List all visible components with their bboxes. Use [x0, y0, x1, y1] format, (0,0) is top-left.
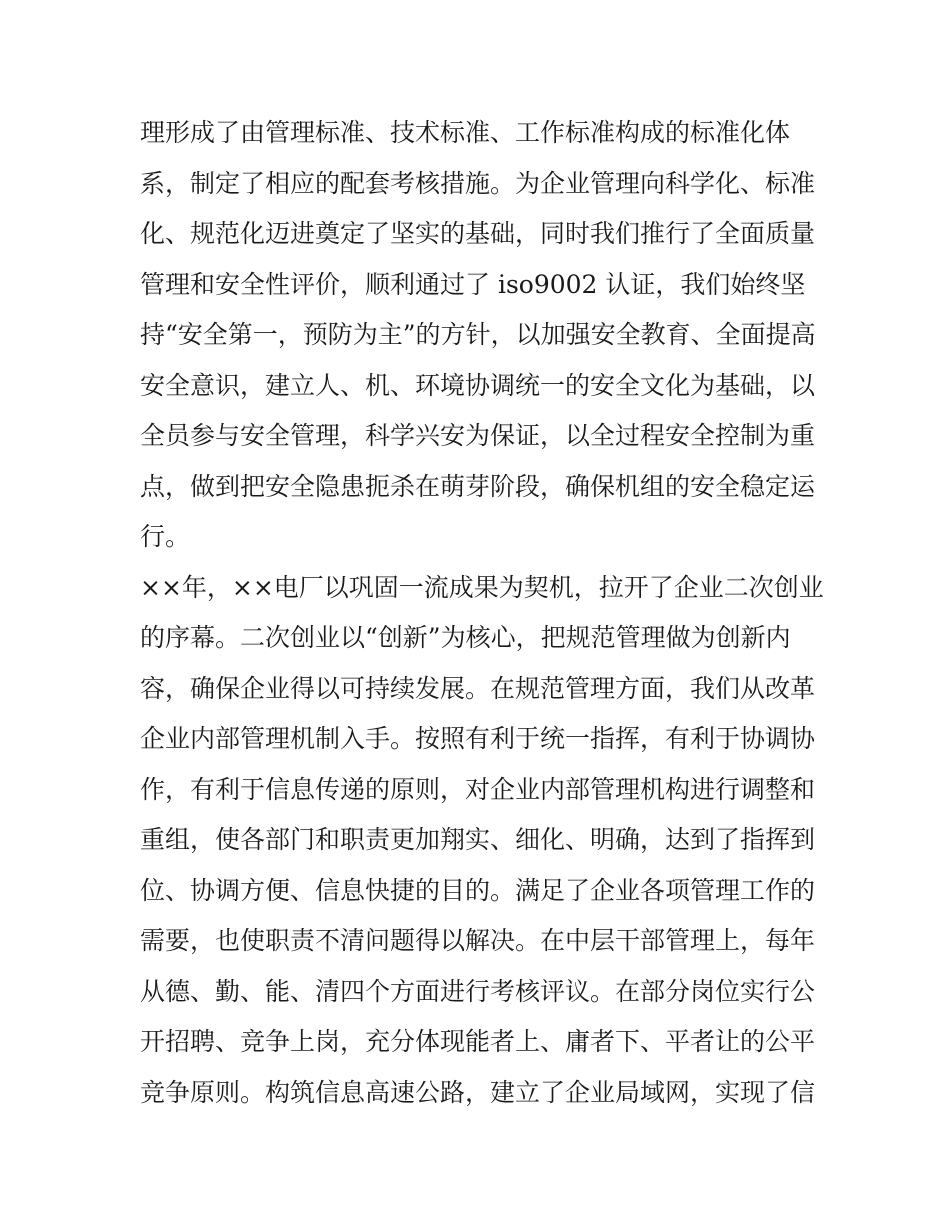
text-line: 容，确保企业得以可持续发展。在规范管理方面，我们从改革	[140, 673, 816, 703]
text-line: 开招聘、竞争上岗，充分体现能者上、庸者下、平者让的公平	[140, 1027, 816, 1056]
text-line: 点，做到把安全隐患扼杀在萌芽阶段，确保机组的安全稳定运	[140, 471, 816, 501]
text-line: 安全意识，建立人、机、环境协调统一的安全文化为基础，以	[140, 370, 816, 400]
text-line: 系，制定了相应的配套考核措施。为企业管理向科学化、标准	[140, 168, 816, 198]
body-text	[140, 108, 830, 1118]
text-line: 作，有利于信息传递的原则，对企业内部管理机构进行调整和	[140, 774, 816, 804]
text-line: 的序幕。二次创业以“创新”为核心，把规范管理做为创新内	[140, 623, 791, 652]
text-line: 行。	[140, 522, 191, 551]
text-line: ××年，××电厂以巩固一流成果为契机，拉开了企业二次创业	[140, 572, 824, 602]
text-line: 全员参与安全管理，科学兴安为保证，以全过程安全控制为重	[140, 421, 816, 450]
text-line: 化、规范化迈进奠定了坚实的基础，同时我们推行了全面质量	[140, 219, 816, 248]
text-line: 重组，使各部门和职责更加翔实、细化、明确，达到了指挥到	[140, 825, 816, 854]
text-line: 位、协调方便、信息快捷的目的。满足了企业各项管理工作的	[140, 875, 816, 905]
text-line: 企业内部管理机制入手。按照有利于统一指挥，有利于协调协	[140, 724, 816, 753]
text-line: 理形成了由管理标准、技术标准、工作标准构成的标准化体	[140, 118, 791, 147]
text-line: 管理和安全性评价，顺利通过了 iso9002 认证，我们始终坚	[140, 269, 806, 299]
text-line: 竞争原则。构筑信息高速公路，建立了企业局域网，实现了信	[140, 1077, 816, 1107]
text-line: 需要，也使职责不清问题得以解决。在中层干部管理上，每年	[140, 926, 816, 955]
text-line: 从德、勤、能、清四个方面进行考核评议。在部分岗位实行公	[140, 976, 816, 1006]
text-line: 持“安全第一，预防为主”的方针，以加强安全教育、全面提高	[140, 320, 816, 349]
